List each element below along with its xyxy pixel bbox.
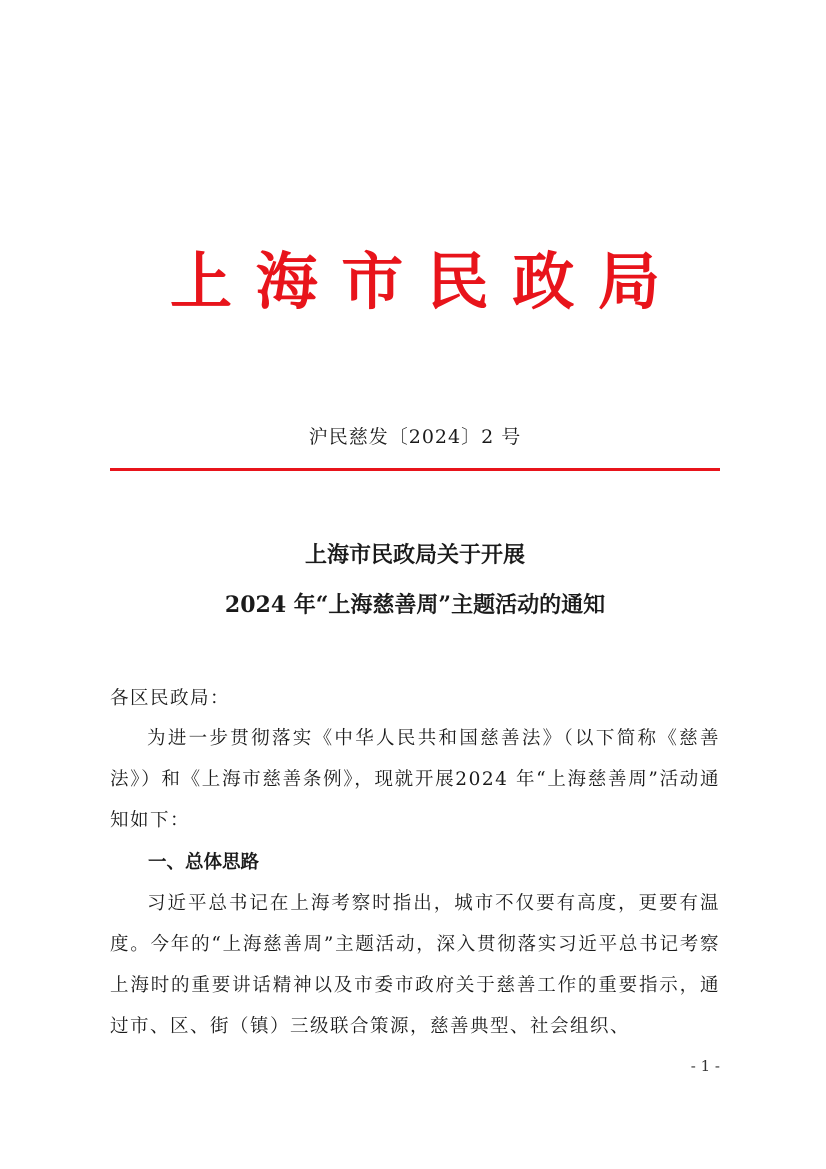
red-divider-line bbox=[110, 468, 720, 471]
salutation: 各区民政局： bbox=[110, 688, 231, 709]
issuer-masthead bbox=[110, 240, 720, 324]
section-paragraph: 习近平总书记在上海考察时指出，城市不仅要有高度，更要有温度。今年的“上海慈善周”主题活动，深入贯彻落实习近平总书记考察上海时的重要讲话精神以及市委市政府关于慈善工作的重要指示，通过市、区、街（镇）三级联合策源，慈善典型、社会组织、 bbox=[110, 893, 720, 1037]
section-heading: 一、总体思路 bbox=[148, 852, 260, 873]
issuer-char: 政 bbox=[512, 245, 575, 318]
intro-paragraph: 为进一步贯彻落实《中华人民共和国慈善法》（以下简称《慈善法》）和《上海市慈善条例》，现就开展2024 年“上海慈善周”活动通知如下： bbox=[110, 728, 720, 831]
issuer-char: 市 bbox=[341, 245, 404, 318]
issuer-char: 上 bbox=[170, 245, 233, 318]
issuer-char: 海 bbox=[255, 245, 318, 318]
document-number: 沪民慈发〔2024〕2 号 bbox=[308, 426, 522, 448]
document-title-line1: 上海市民政局关于开展 bbox=[304, 542, 525, 568]
issuer-char: 局 bbox=[597, 245, 660, 318]
issuer-char: 民 bbox=[426, 245, 489, 318]
document-title-line2: 2024 年“上海慈善周”主题活动的通知 bbox=[224, 592, 606, 618]
page-number: - 1 - bbox=[690, 1057, 720, 1075]
